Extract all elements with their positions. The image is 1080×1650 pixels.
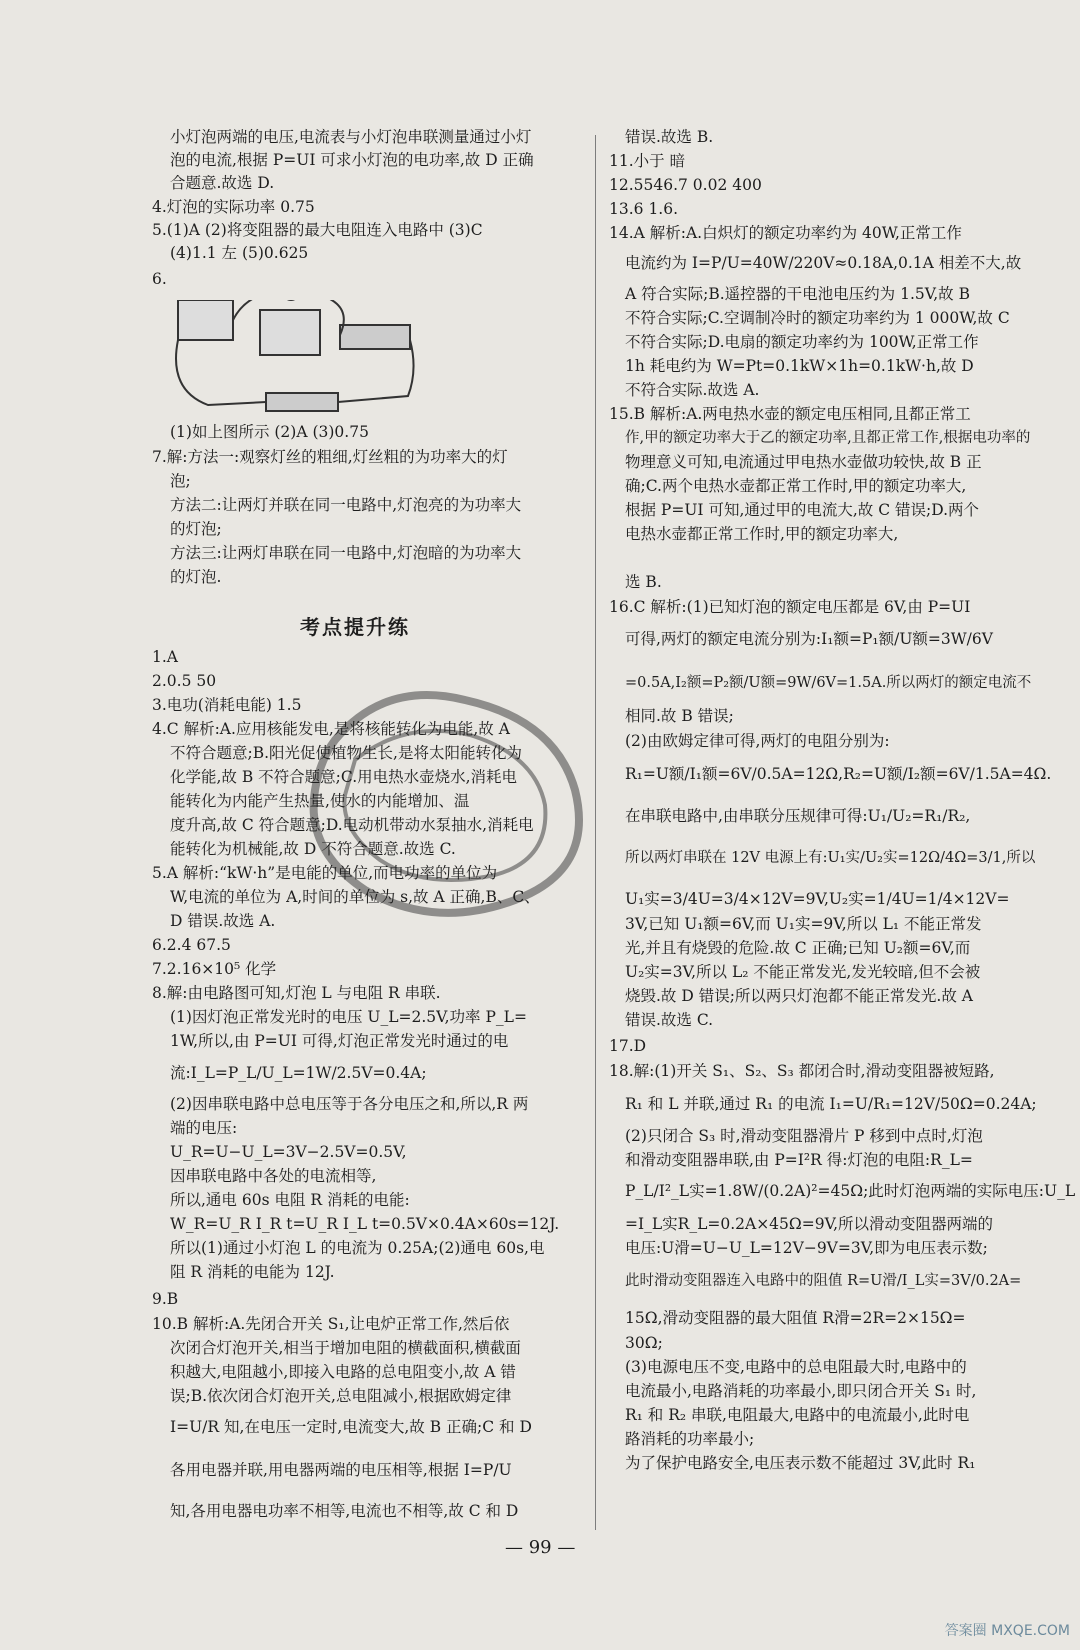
text-line: 为了保护电路安全,电压表示数不能超过 3V,此时 R₁ bbox=[625, 1454, 976, 1472]
formula-line: U_R=U−U_L=3V−2.5V=0.5V, bbox=[170, 1143, 407, 1161]
text-line: A 符合实际;B.遥控器的干电池电压约为 1.5V,故 B bbox=[625, 285, 970, 303]
text-line: 错误.故选 C. bbox=[625, 1011, 714, 1029]
text-line: 光,并且有烧毁的危险.故 C 正确;已知 U₂额=6V,而 bbox=[625, 939, 971, 957]
text-line: 物理意义可知,电流通过甲电热水壶做功较快,故 B 正 bbox=[625, 453, 982, 471]
text-line: 电热水壶都正常工作时,甲的额定功率大, bbox=[625, 525, 899, 543]
text-line: 路消耗的功率最小; bbox=[625, 1430, 755, 1448]
text-line: 知,各用电器电功率不相等,电流也不相等,故 C 和 D bbox=[170, 1502, 519, 1520]
answer-13: 13.6 1.6. bbox=[609, 200, 679, 218]
text-line: (1)如上图所示 (2)A (3)0.75 bbox=[170, 423, 369, 441]
formula-line: W_R=U_R I_R t=U_R I_L t=0.5V×0.4A×60s=12J. bbox=[170, 1215, 560, 1233]
text-line: 30Ω; bbox=[625, 1334, 663, 1352]
answer-4b: 4.C 解析:A.应用核能发电,是将核能转化为电能,故 A bbox=[152, 720, 510, 738]
circuit-diagram bbox=[168, 300, 418, 420]
text-line: 错误.故选 B. bbox=[625, 128, 714, 146]
formula-line: 15Ω,滑动变阻器的最大阻值 R滑=2R=2×15Ω= bbox=[625, 1309, 966, 1327]
text-line: 3V,已知 U₁额=6V,而 U₁实=9V,所以 L₁ 不能正常发 bbox=[625, 915, 982, 933]
formula-line: P_L/I²_L实=1.8W/(0.2A)²=45Ω;此时灯泡两端的实际电压:U_L bbox=[625, 1182, 1076, 1200]
text-line: 度升高,故 C 符合题意;D.电动机带动水泵抽水,消耗电 bbox=[170, 816, 534, 834]
text-line: 次闭合灯泡开关,相当于增加电阻的横截面积,横截面 bbox=[170, 1339, 521, 1357]
formula-line: 各用电器并联,用电器两端的电压相等,根据 I=P/U bbox=[170, 1461, 512, 1479]
text-line: U₂实=3V,所以 L₂ 不能正常发光,发光较暗,但不会被 bbox=[625, 963, 981, 981]
formula-line: 电流约为 I=P/U=40W/220V≈0.18A,0.1A 相差不大,故 bbox=[625, 254, 1022, 272]
formula-line: I=U/R 知,在电压一定时,电流变大,故 B 正确;C 和 D bbox=[170, 1418, 532, 1436]
text-line: 相同.故 B 错误; bbox=[625, 707, 734, 725]
text-line: (3)电源电压不变,电路中的总电阻最大时,电路中的 bbox=[625, 1358, 967, 1376]
answer-5: 5.(1)A (2)将变阻器的最大电阻连入电路中 (3)C bbox=[152, 221, 483, 239]
formula-line: =I_L实R_L=0.2A×45Ω=9V,所以滑动变阻器两端的 bbox=[625, 1215, 994, 1233]
text-line: D 错误.故选 A. bbox=[170, 912, 276, 930]
formula-line: 电压:U滑=U−U_L=12V−9V=3V,即为电压表示数; bbox=[625, 1239, 988, 1257]
formula-line: 所以两灯串联在 12V 电源上有:U₁实/U₂实=12Ω/4Ω=3/1,所以 bbox=[625, 850, 1036, 866]
formula-line: 流:I_L=P_L/U_L=1W/2.5V=0.4A; bbox=[170, 1064, 427, 1082]
text-line: W,电流的单位为 A,时间的单位为 s,故 A 正确,B、C、 bbox=[170, 888, 540, 906]
text-line: (1)因灯泡正常发光时的电压 U_L=2.5V,功率 P_L= bbox=[170, 1008, 527, 1026]
answer-6: 6. bbox=[152, 270, 167, 288]
text-line: 作,甲的额定功率大于乙的额定功率,且都正常工作,根据电功率的 bbox=[625, 430, 1031, 446]
answer-3: 3.电功(消耗电能) 1.5 bbox=[152, 696, 302, 714]
text-line: (2)只闭合 S₃ 时,滑动变阻器滑片 P 移到中点时,灯泡 bbox=[625, 1127, 983, 1145]
text-line: 所以(1)通过小灯泡 L 的电流为 0.25A;(2)通电 60s,电 bbox=[170, 1239, 545, 1257]
answer-17: 17.D bbox=[609, 1037, 647, 1055]
text-line: 电流最小,电路消耗的功率最小,即只闭合开关 S₁ 时, bbox=[625, 1382, 977, 1400]
answer-14: 14.A 解析:A.白炽灯的额定功率约为 40W,正常工作 bbox=[609, 224, 962, 242]
text-line: 能转化为机械能,故 D 不符合题意.故选 C. bbox=[170, 840, 456, 858]
text-line: 积越大,电阻越小,即接入电路的总电阻变小,故 A 错 bbox=[170, 1363, 516, 1381]
text-line: 根据 P=UI 可知,通过甲的电流大,故 C 错误;D.两个 bbox=[625, 501, 980, 519]
site-watermark: 答案圈 MXQE.COM bbox=[944, 1623, 1070, 1639]
formula-line: R₁ 和 L 并联,通过 R₁ 的电流 I₁=U/R₁=12V/50Ω=0.24A; bbox=[625, 1095, 1037, 1113]
answer-15: 15.B 解析:A.两电热水壶的额定电压相同,且都正常工 bbox=[609, 405, 971, 423]
text-line: 阻 R 消耗的电能为 12J. bbox=[170, 1263, 335, 1281]
formula-line: U₁实=3/4U=3/4×12V=9V,U₂实=1/4U=1/4×12V= bbox=[625, 890, 1010, 908]
formula-line: 此时滑动变阻器连入电路中的阻值 R=U滑/I_L实=3V/0.2A= bbox=[625, 1273, 1022, 1289]
text-line: (2)因串联电路中总电压等于各分电压之和,所以,R 两 bbox=[170, 1095, 529, 1113]
column-divider bbox=[595, 135, 596, 1530]
text-line: 能转化为内能产生热量,使水的内能增加、温 bbox=[170, 792, 470, 810]
text-line: 合题意.故选 D. bbox=[170, 174, 275, 192]
text-line: 选 B. bbox=[625, 573, 662, 591]
text-line: 确;C.两个电热水壶都正常工作时,甲的额定功率大, bbox=[625, 477, 967, 495]
text-line: 泡的电流,根据 P=UI 可求小灯泡的电功率,故 D 正确 bbox=[170, 151, 534, 169]
text-line: 不符合实际;C.空调制冷时的额定功率约为 1 000W,故 C bbox=[625, 309, 1010, 327]
page-number: — 99 — bbox=[505, 1537, 576, 1558]
text-line: 所以,通电 60s 电阻 R 消耗的电能: bbox=[170, 1191, 410, 1209]
answer-6b: 6.2.4 67.5 bbox=[152, 936, 231, 954]
section-heading: 考点提升练 bbox=[300, 615, 410, 639]
text-line: 方法三:让两灯串联在同一电路中,灯泡暗的为功率大 bbox=[170, 544, 522, 562]
stamp-mark bbox=[295, 680, 595, 920]
answer-7: 7.解:方法一:观察灯丝的粗细,灯丝粗的为功率大的灯 bbox=[152, 448, 508, 466]
text-line: 不符合实际.故选 A. bbox=[625, 381, 760, 399]
text-line: 不符合实际;D.电扇的额定功率约为 100W,正常工作 bbox=[625, 333, 979, 351]
answer-7b: 7.2.16×10⁵ 化学 bbox=[152, 960, 277, 978]
answer-2: 2.0.5 50 bbox=[152, 672, 217, 690]
text-line: (2)由欧姆定律可得,两灯的电阻分别为: bbox=[625, 732, 890, 750]
answer-4: 4.灯泡的实际功率 0.75 bbox=[152, 198, 315, 216]
text-line: 1W,所以,由 P=UI 可得,灯泡正常发光时通过的电 bbox=[170, 1032, 509, 1050]
formula-line: =0.5A,I₂额=P₂额/U额=9W/6V=1.5A.所以两灯的额定电流不 bbox=[625, 675, 1032, 691]
text-line: 方法二:让两灯并联在同一电路中,灯泡亮的为功率大 bbox=[170, 496, 522, 514]
text-line: (4)1.1 左 (5)0.625 bbox=[170, 244, 309, 262]
formula-line: 在串联电路中,由串联分压规律可得:U₁/U₂=R₁/R₂, bbox=[625, 807, 971, 825]
text-line: 化学能,故 B 不符合题意;C.用电热水壶烧水,消耗电 bbox=[170, 768, 518, 786]
text-line: 泡; bbox=[170, 472, 191, 490]
formula-line: 可得,两灯的额定电流分别为:I₁额=P₁额/U额=3W/6V bbox=[625, 630, 993, 648]
answer-5b: 5.A 解析:“kW·h”是电能的单位,而电功率的单位为 bbox=[152, 864, 498, 882]
text-line: 烧毁.故 D 错误;所以两只灯泡都不能正常发光.故 A bbox=[625, 987, 973, 1005]
text-line: 因串联电路中各处的电流相等, bbox=[170, 1167, 377, 1185]
answer-8: 8.解:由电路图可知,灯泡 L 与电阻 R 串联. bbox=[152, 984, 441, 1002]
answer-10: 10.B 解析:A.先闭合开关 S₁,让电炉正常工作,然后依 bbox=[152, 1315, 510, 1333]
answer-12: 12.5546.7 0.02 400 bbox=[609, 176, 762, 194]
answer-1: 1.A bbox=[152, 648, 178, 666]
text-line: 不符合题意;B.阳光促使植物生长,是将太阳能转化为 bbox=[170, 744, 522, 762]
answer-18: 18.解:(1)开关 S₁、S₂、S₃ 都闭合时,滑动变阻器被短路, bbox=[609, 1062, 995, 1080]
text-line: 1h 耗电约为 W=Pt=0.1kW×1h=0.1kW·h,故 D bbox=[625, 357, 974, 375]
text-line: 的灯泡; bbox=[170, 520, 222, 538]
answer-9: 9.B bbox=[152, 1290, 179, 1308]
formula-line: R₁=U额/I₁额=6V/0.5A=12Ω,R₂=U额/I₂额=6V/1.5A=4Ω. bbox=[625, 765, 1052, 783]
text-line: 小灯泡两端的电压,电流表与小灯泡串联测量通过小灯 bbox=[170, 128, 532, 146]
text-line: 和滑动变阻器串联,由 P=I²R 得:灯泡的电阻:R_L= bbox=[625, 1151, 973, 1169]
text-line: 的灯泡. bbox=[170, 568, 222, 586]
text-line: 端的电压: bbox=[170, 1119, 238, 1137]
text-line: 误;B.依次闭合灯泡开关,总电阻减小,根据欧姆定律 bbox=[170, 1387, 512, 1405]
answer-16: 16.C 解析:(1)已知灯泡的额定电压都是 6V,由 P=UI bbox=[609, 598, 971, 616]
answer-11: 11.小于 暗 bbox=[609, 152, 686, 170]
text-line: R₁ 和 R₂ 串联,电阻最大,电路中的电流最小,此时电 bbox=[625, 1406, 970, 1424]
